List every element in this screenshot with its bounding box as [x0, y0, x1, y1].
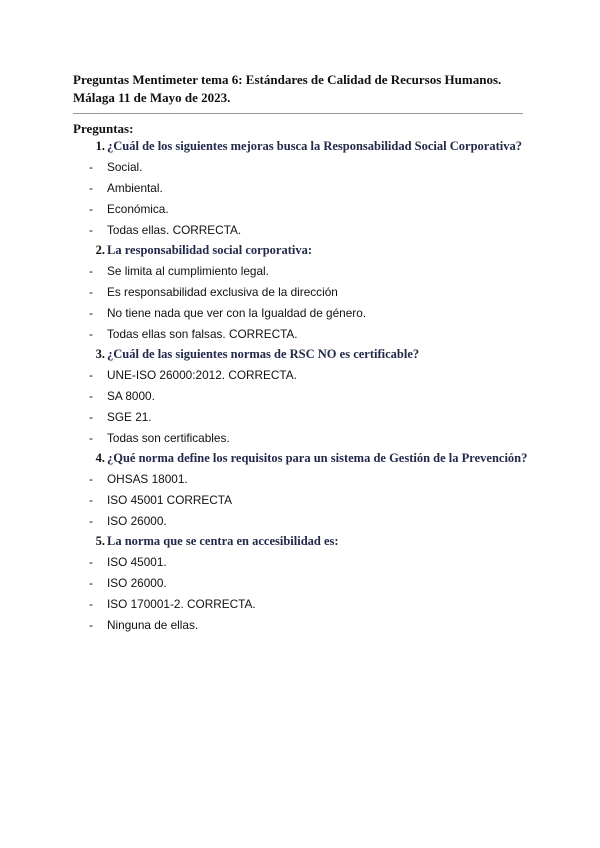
answer-option — [73, 427, 553, 448]
answer-option-text: ISO 45001. — [107, 555, 167, 570]
answer-option-text: Ambiental. — [107, 180, 163, 195]
answer-option-text: OHSAS 18001. — [107, 472, 188, 487]
answer-option-text: ISO 45001 CORRECTA — [107, 492, 233, 507]
answer-option-text: ISO 26000. — [107, 513, 167, 528]
answer-option-text: Todas ellas. CORRECTA. — [107, 222, 242, 237]
answer-option — [73, 510, 553, 531]
question-text: ¿Cuál de los siguientes mejoras busca la Responsabilidad Social Corporativa? — [107, 138, 522, 153]
answer-option — [73, 594, 553, 615]
bullet-dash: - — [89, 409, 93, 424]
bullet-dash: - — [89, 513, 93, 528]
answer-option-text: Económica. — [107, 201, 169, 216]
answer-option — [73, 323, 553, 344]
answer-option — [73, 406, 553, 427]
bullet-dash: - — [89, 368, 93, 383]
answer-option-text: SGE 21. — [107, 409, 152, 424]
header-title: Preguntas Mentimeter tema 6: Estándares de Calidad de Recursos Humanos. — [73, 72, 502, 87]
bullet-dash: - — [89, 264, 93, 279]
bullet-dash: - — [89, 388, 93, 403]
bullet-dash: - — [89, 180, 93, 195]
answer-option-text: ISO 26000. — [107, 576, 167, 591]
question-text: ¿Cuál de las siguientes normas de RSC NO es certificable? — [107, 346, 420, 361]
question-text: La responsabilidad social corporativa: — [107, 242, 312, 257]
answer-option — [73, 573, 553, 594]
answer-option — [73, 198, 553, 219]
answer-option — [73, 261, 553, 282]
bullet-dash: - — [89, 492, 93, 507]
question-number: 1. — [95, 138, 105, 153]
question-3 — [73, 344, 553, 365]
answer-option-text: Todas son certificables. — [107, 430, 230, 445]
question-text: ¿Qué norma define los requisitos para un sistema de Gestión de la Prevención? — [107, 450, 528, 465]
header-date: Málaga 11 de Mayo de 2023. — [73, 90, 231, 105]
answer-option — [73, 157, 553, 178]
answer-option-text: Se limita al cumplimiento legal. — [107, 264, 269, 279]
answer-option — [73, 552, 553, 573]
question-4 — [73, 448, 553, 469]
answer-option-text: Ninguna de ellas. — [107, 617, 199, 632]
answer-option — [73, 282, 553, 303]
answer-option-text: Social. — [107, 160, 143, 175]
answer-option-text: Es responsabilidad exclusiva de la dirección — [107, 284, 338, 299]
answer-option — [73, 386, 553, 407]
bullet-dash: - — [89, 430, 93, 445]
bullet-dash: - — [89, 555, 93, 570]
bullet-dash: - — [89, 617, 93, 632]
answer-option — [73, 178, 553, 199]
question-number: 4. — [95, 450, 105, 465]
bullet-dash: - — [89, 576, 93, 591]
answer-option — [73, 490, 553, 511]
answer-option — [73, 302, 553, 323]
answer-option — [73, 219, 553, 240]
answer-option-text: UNE-ISO 26000:2012. CORRECTA. — [107, 368, 297, 383]
bullet-dash: - — [89, 160, 93, 175]
answer-option — [73, 469, 553, 490]
answer-option-text: ISO 170001-2. CORRECTA. — [107, 596, 256, 611]
document-header — [73, 71, 533, 107]
answer-option-text: Todas ellas son falsas. CORRECTA. — [107, 326, 298, 341]
questions-list — [73, 136, 553, 635]
bullet-dash: - — [89, 305, 93, 320]
bullet-dash: - — [89, 201, 93, 216]
answer-option — [73, 614, 553, 635]
section-title: Preguntas: — [73, 121, 134, 136]
question-number: 3. — [95, 346, 105, 361]
question-number: 2. — [95, 242, 105, 257]
answer-option-text: No tiene nada que ver con la Igualdad de género. — [107, 305, 367, 320]
bullet-dash: - — [89, 472, 93, 487]
question-2 — [73, 240, 553, 261]
bullet-dash: - — [89, 596, 93, 611]
answer-option — [73, 365, 553, 386]
answer-option-text: SA 8000. — [107, 388, 155, 403]
bullet-dash: - — [89, 284, 93, 299]
question-number: 5. — [95, 534, 105, 549]
question-5 — [73, 531, 553, 552]
question-1 — [73, 136, 553, 157]
question-text: La norma que se centra en accesibilidad es: — [107, 534, 339, 549]
bullet-dash: - — [89, 222, 93, 237]
bullet-dash: - — [89, 326, 93, 341]
horizontal-divider — [73, 113, 523, 114]
